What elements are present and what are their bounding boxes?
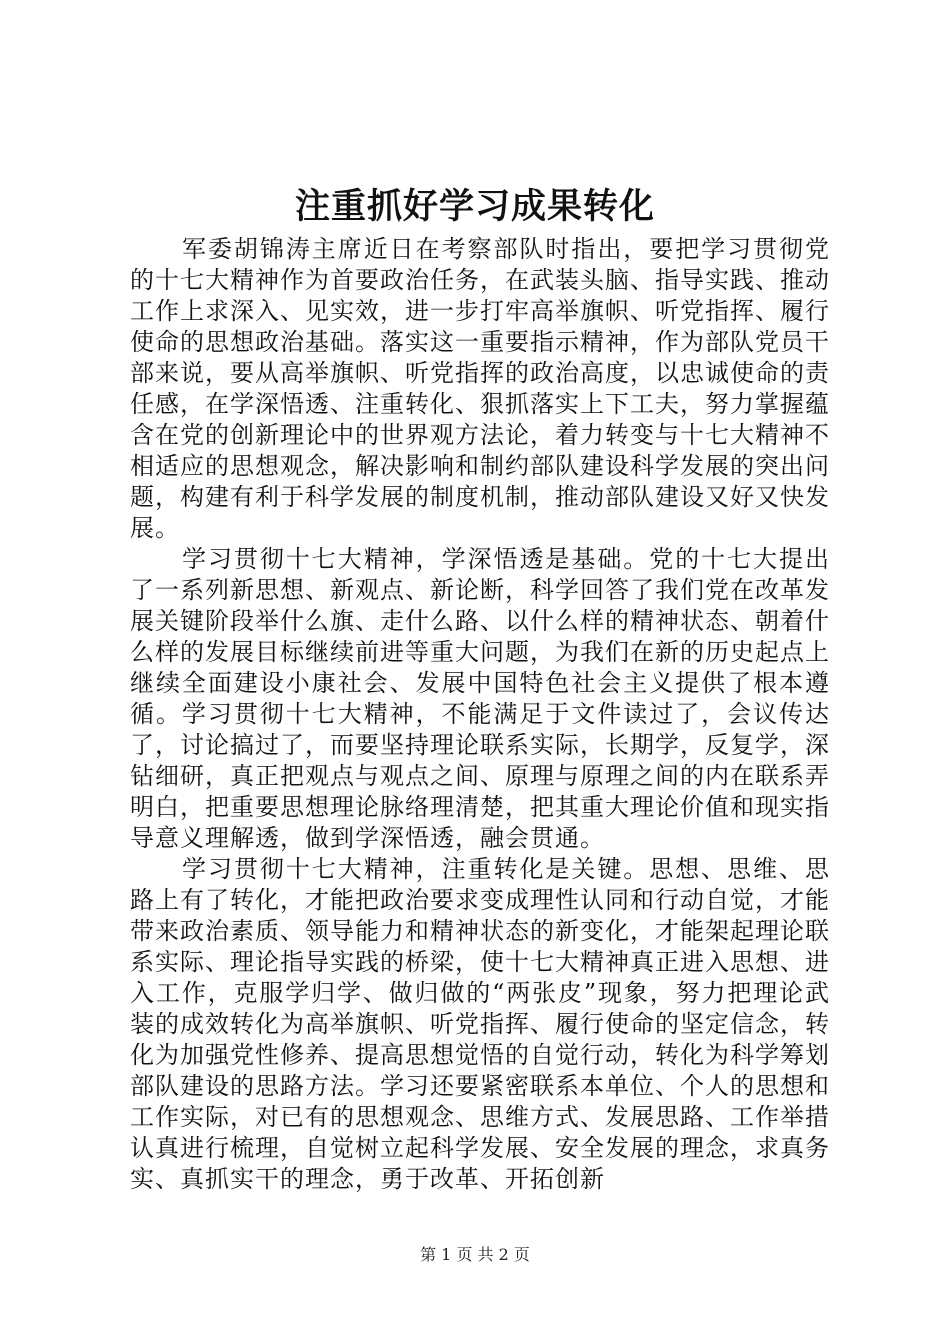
paragraph-1: 军委胡锦涛主席近日在考察部队时指出，要把学习贯彻党的十七大精神作为首要政治任务，在武装头脑、指导实践、推动工作上求深入、见实效，进一步打牢高举旗帜、听党指挥、履行使命的思想政治基础。落实这一重要指示精神，作为部队党员干部来说，要从高举旗帜、听党指挥的政治高度，以忠诚使命的责任感，在学深悟透、注重转化、狠抓落实上下工夫，努力掌握蕴含在党的创新理论中的世界观方法论，着力转变与十七大精神不相适应的思想观念，解决影响和制约部队建设科学发展的突出问题，构建有利于科学发展的制度机制，推动部队建设又好又快发展。	[130, 235, 830, 542]
paragraph-2: 学习贯彻十七大精神，学深悟透是基础。党的十七大提出了一系列新思想、新观点、新论断，科学回答了我们党在改革发展关键阶段举什么旗、走什么路、以什么样的精神状态、朝着什么样的发展目标继续前进等重大问题，为我们在新的历史起点上继续全面建设小康社会、发展中国特色社会主义提供了根本遵循。学习贯彻十七大精神，不能满足于文件读过了，会议传达了，讨论搞过了，而要坚持理论联系实际，长期学，反复学，深钻细研，真正把观点与观点之间、原理与原理之间的内在联系弄明白，把重要思想理论脉络理清楚，把其重大理论价值和现实指导意义理解透，做到学深悟透，融会贯通。	[130, 545, 830, 852]
page-footer: 第 1 页 共 2 页	[420, 1245, 530, 1264]
document-body	[130, 234, 830, 1195]
document-title: 注重抓好学习成果转化	[294, 187, 655, 227]
paragraph-3: 学习贯彻十七大精神，注重转化是关键。思想、思维、思路上有了转化，才能把政治要求变成理性认同和行动自觉，才能带来政治素质、领导能力和精神状态的新变化，才能架起理论联系实际、理论指导实践的桥梁，使十七大精神真正进入思想、进入工作，克服学归学、做归做的“两张皮”现象，努力把理论武装的成效转化为高举旗帜、听党指挥、履行使命的坚定信念，转化为加强党性修养、提高思想觉悟的自觉行动，转化为科学筹划部队建设的思路方法。学习还要紧密联系本单位、个人的思想和工作实际，对已有的思想观念、思维方式、发展思路、工作举措认真进行梳理，自觉树立起科学发展、安全发展的理念，求真务实、真抓实干的理念，勇于改革、开拓创新	[130, 855, 830, 1193]
